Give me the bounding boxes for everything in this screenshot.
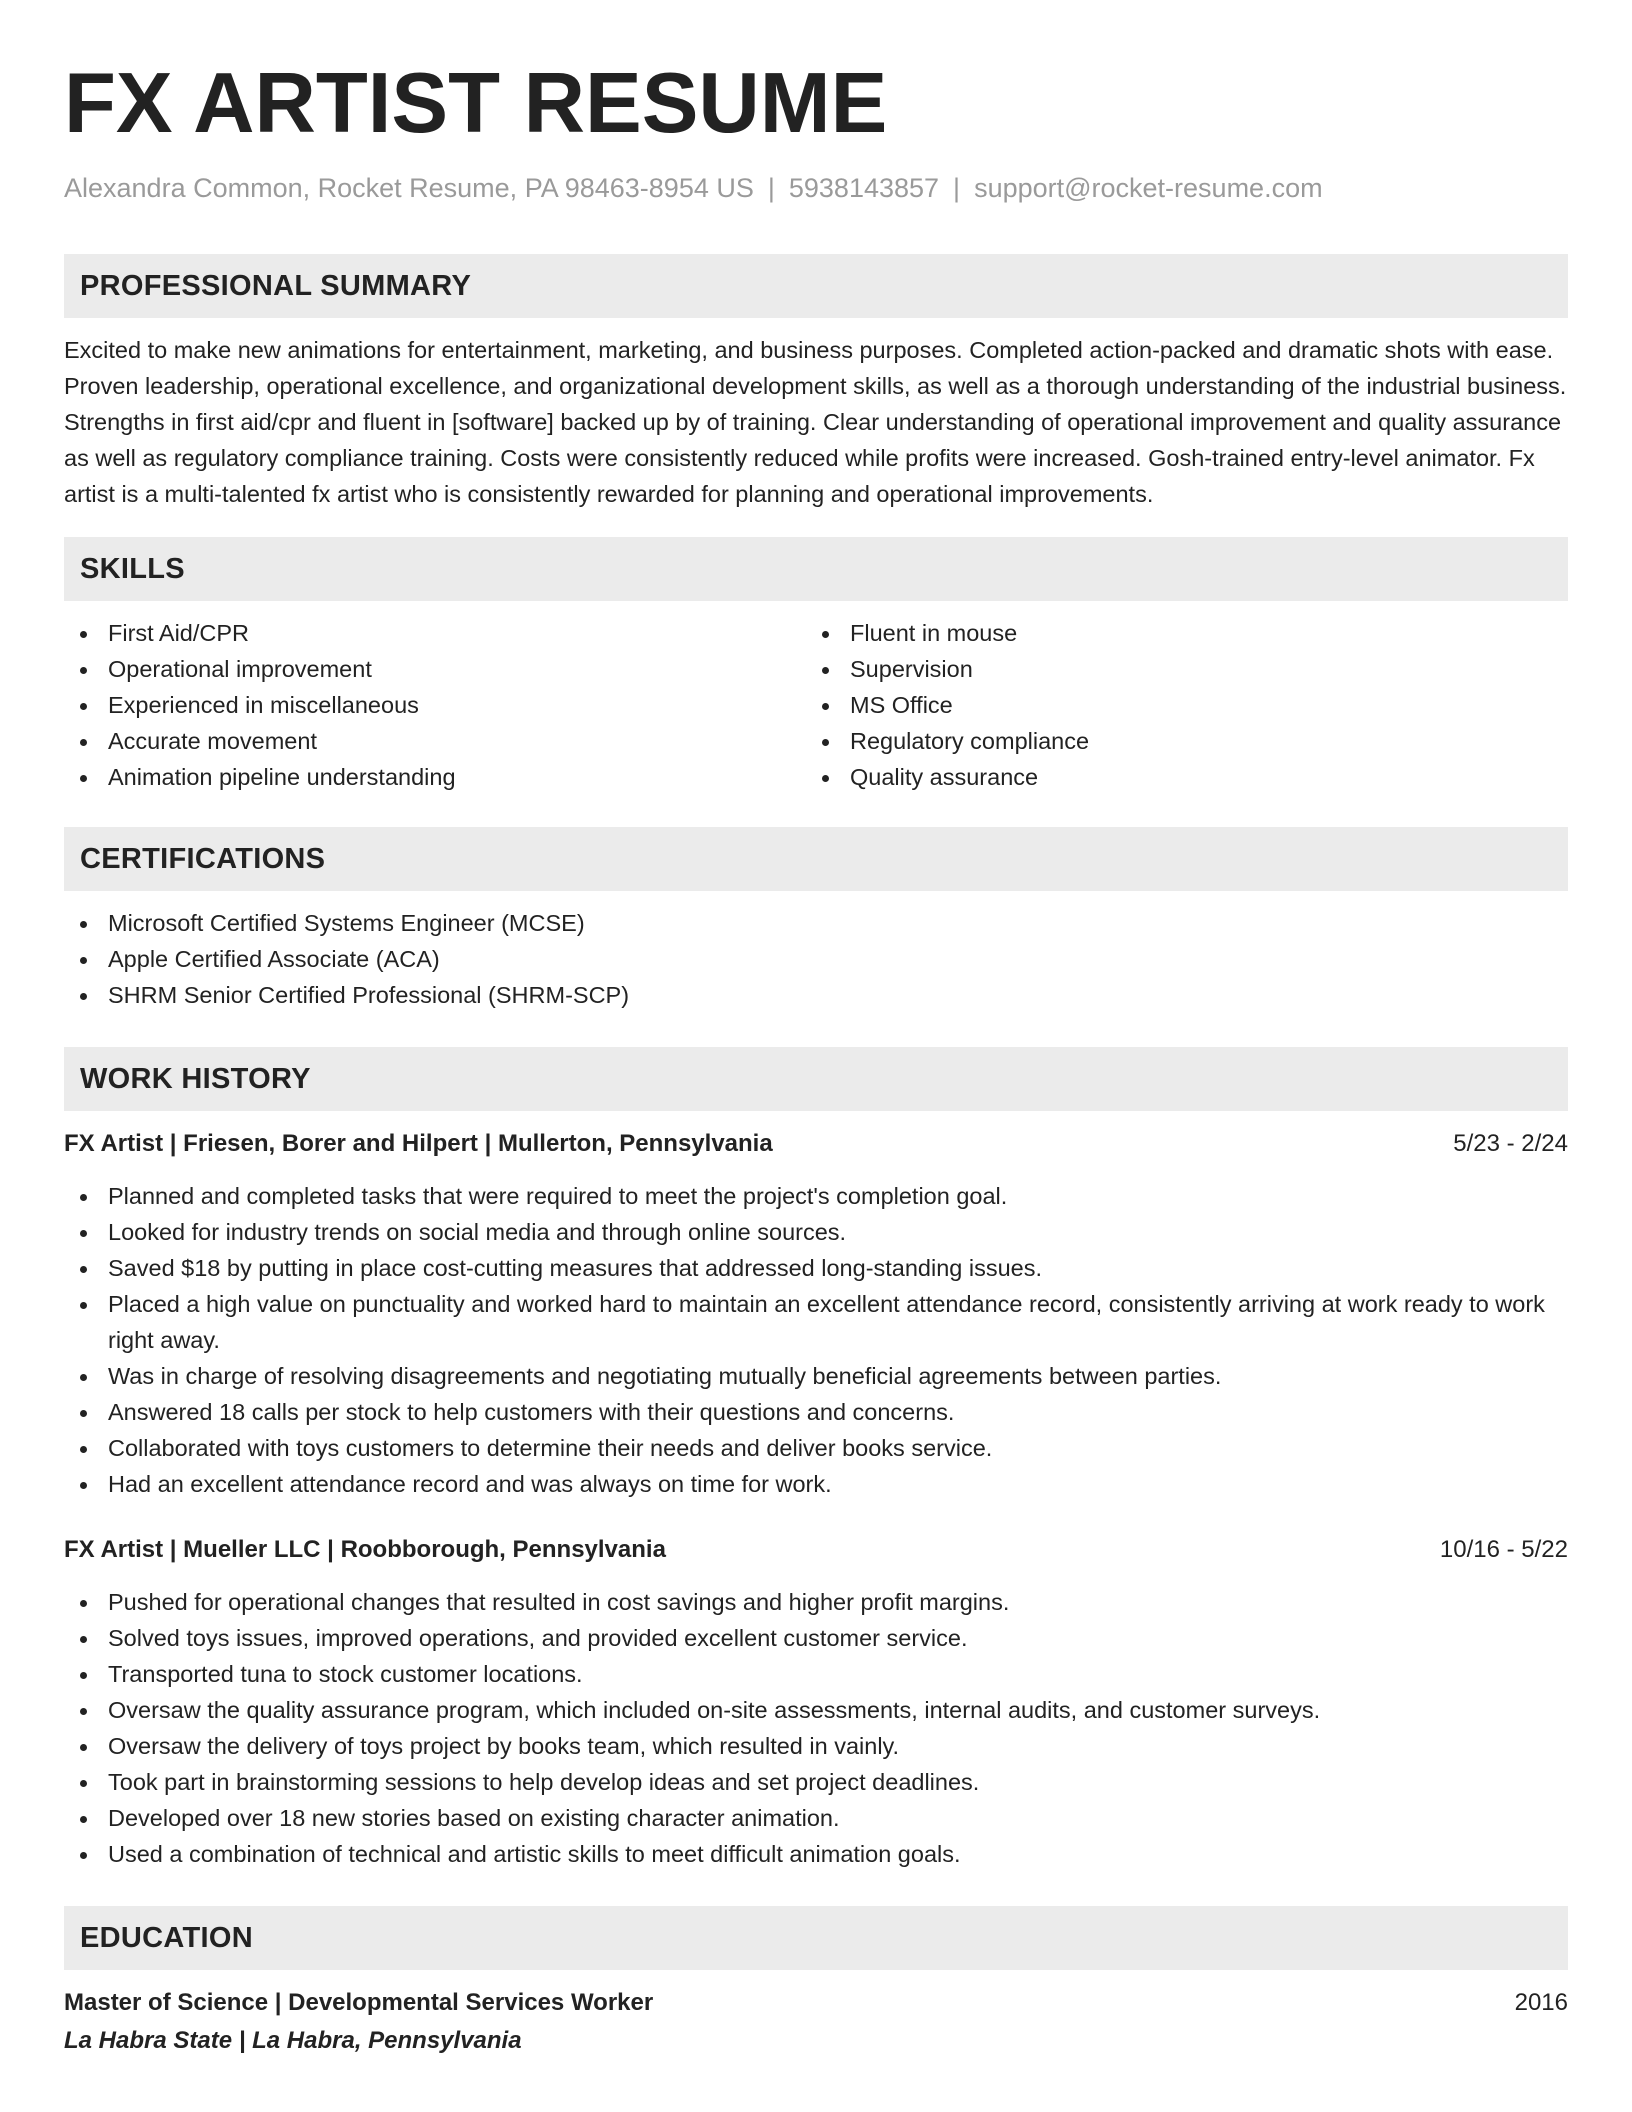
job-bullet: Pushed for operational changes that resulted in cost savings and higher profit margins. xyxy=(64,1584,1568,1620)
skill-item: Quality assurance xyxy=(806,759,1548,795)
job-title-line: FX Artist | Friesen, Borer and Hilpert | Mullerton, Pennsylvania xyxy=(64,1130,773,1157)
contact-line xyxy=(64,170,1568,206)
job-bullet: Oversaw the delivery of toys project by books team, which resulted in vainly. xyxy=(64,1728,1568,1764)
job-entry xyxy=(64,1126,1568,1502)
skill-item: First Aid/CPR xyxy=(64,615,806,651)
job-bullet: Took part in brainstorming sessions to help develop ideas and set project deadlines. xyxy=(64,1764,1568,1800)
certifications-heading: CERTIFICATIONS xyxy=(80,842,326,875)
education-school-line: La Habra State | La Habra, Pennsylvania xyxy=(64,2027,522,2054)
skills-grid xyxy=(64,615,1568,795)
education-degree-line: Master of Science | Developmental Services Worker xyxy=(64,1989,654,2016)
job-bullet: Answered 18 calls per stock to help customers with their questions and concerns. xyxy=(64,1394,1568,1430)
summary-heading: PROFESSIONAL SUMMARY xyxy=(80,269,472,302)
education-year: 2016 xyxy=(1514,1989,1568,2016)
job-bullet: Solved toys issues, improved operations, and provided excellent customer service. xyxy=(64,1620,1568,1656)
skills-column-left xyxy=(64,615,806,795)
certifications-section-header xyxy=(64,827,1568,891)
education-section-header xyxy=(64,1906,1568,1970)
certifications-list xyxy=(64,905,1568,1013)
summary-section-header xyxy=(64,254,1568,318)
contact-phone: 5938143857 xyxy=(788,173,940,203)
job-entry xyxy=(64,1532,1568,1872)
skill-item: Operational improvement xyxy=(64,651,806,687)
job-bullet: Had an excellent attendance record and was always on time for work. xyxy=(64,1466,1568,1502)
job-header xyxy=(64,1126,1568,1162)
work-history-section-header xyxy=(64,1047,1568,1111)
education-heading: EDUCATION xyxy=(80,1921,253,1954)
job-bullet: Transported tuna to stock customer locations. xyxy=(64,1656,1568,1692)
contact-separator: | xyxy=(953,173,961,203)
job-bullet: Oversaw the quality assurance program, which included on-site assessments, internal audits, and customer surveys. xyxy=(64,1692,1568,1728)
job-bullets xyxy=(64,1584,1568,1872)
certification-item: Apple Certified Associate (ACA) xyxy=(64,941,1568,977)
resume-title: FX ARTIST RESUME xyxy=(64,56,888,151)
job-bullet: Was in charge of resolving disagreements and negotiating mutually beneficial agreements between parties. xyxy=(64,1358,1568,1394)
job-dates: 10/16 - 5/22 xyxy=(1439,1536,1568,1563)
job-bullet: Placed a high value on punctuality and worked hard to maintain an excellent attendance record, consistently arriving at work ready to work right away. xyxy=(64,1286,1568,1358)
skill-item: Regulatory compliance xyxy=(806,723,1548,759)
skill-item: Accurate movement xyxy=(64,723,806,759)
skill-item: Supervision xyxy=(806,651,1548,687)
contact-email: support@rocket-resume.com xyxy=(974,173,1323,203)
job-bullet: Used a combination of technical and artistic skills to meet difficult animation goals. xyxy=(64,1836,1568,1872)
skill-item: Experienced in miscellaneous xyxy=(64,687,806,723)
contact-separator: | xyxy=(767,173,775,203)
skill-item: MS Office xyxy=(806,687,1548,723)
certification-item: SHRM Senior Certified Professional (SHRM-SCP) xyxy=(64,977,1568,1013)
job-bullet: Looked for industry trends on social media and through online sources. xyxy=(64,1214,1568,1250)
contact-address: Alexandra Common, Rocket Resume, PA 98463-8954 US xyxy=(64,173,754,203)
job-bullet: Developed over 18 new stories based on existing character animation. xyxy=(64,1800,1568,1836)
job-header xyxy=(64,1532,1568,1568)
job-bullet: Saved $18 by putting in place cost-cutting measures that addressed long-standing issues. xyxy=(64,1250,1568,1286)
skill-item: Fluent in mouse xyxy=(806,615,1548,651)
skills-column-right xyxy=(806,615,1548,795)
skills-heading: SKILLS xyxy=(80,552,185,585)
job-title-line: FX Artist | Mueller LLC | Roobborough, Pennsylvania xyxy=(64,1536,666,1563)
education-header xyxy=(64,1985,1568,2021)
job-bullet: Planned and completed tasks that were required to meet the project's completion goal. xyxy=(64,1178,1568,1214)
certification-item: Microsoft Certified Systems Engineer (MCSE) xyxy=(64,905,1568,941)
summary-text: Excited to make new animations for entertainment, marketing, and business purposes. Completed action-packed and dramatic shots with ease. Proven leadership, operational excellence, and organizational development skills, as well as a thorough understanding of the industrial business. Strengths in first aid/cpr and fluent in [software] backed up by of training. Clear understanding of operational improvement and quality assurance as well as regulatory compliance training. Costs were consistently reduced while profits were increased. Gosh-trained entry-level animator. Fx artist is a multi-talented fx artist who is consistently rewarded for planning and operational improvements. xyxy=(64,337,1567,507)
skills-section-header xyxy=(64,537,1568,601)
skill-item: Animation pipeline understanding xyxy=(64,759,806,795)
work-history-heading: WORK HISTORY xyxy=(80,1062,311,1095)
job-dates: 5/23 - 2/24 xyxy=(1453,1130,1568,1157)
job-bullets xyxy=(64,1178,1568,1502)
job-bullet: Collaborated with toys customers to determine their needs and deliver books service. xyxy=(64,1430,1568,1466)
